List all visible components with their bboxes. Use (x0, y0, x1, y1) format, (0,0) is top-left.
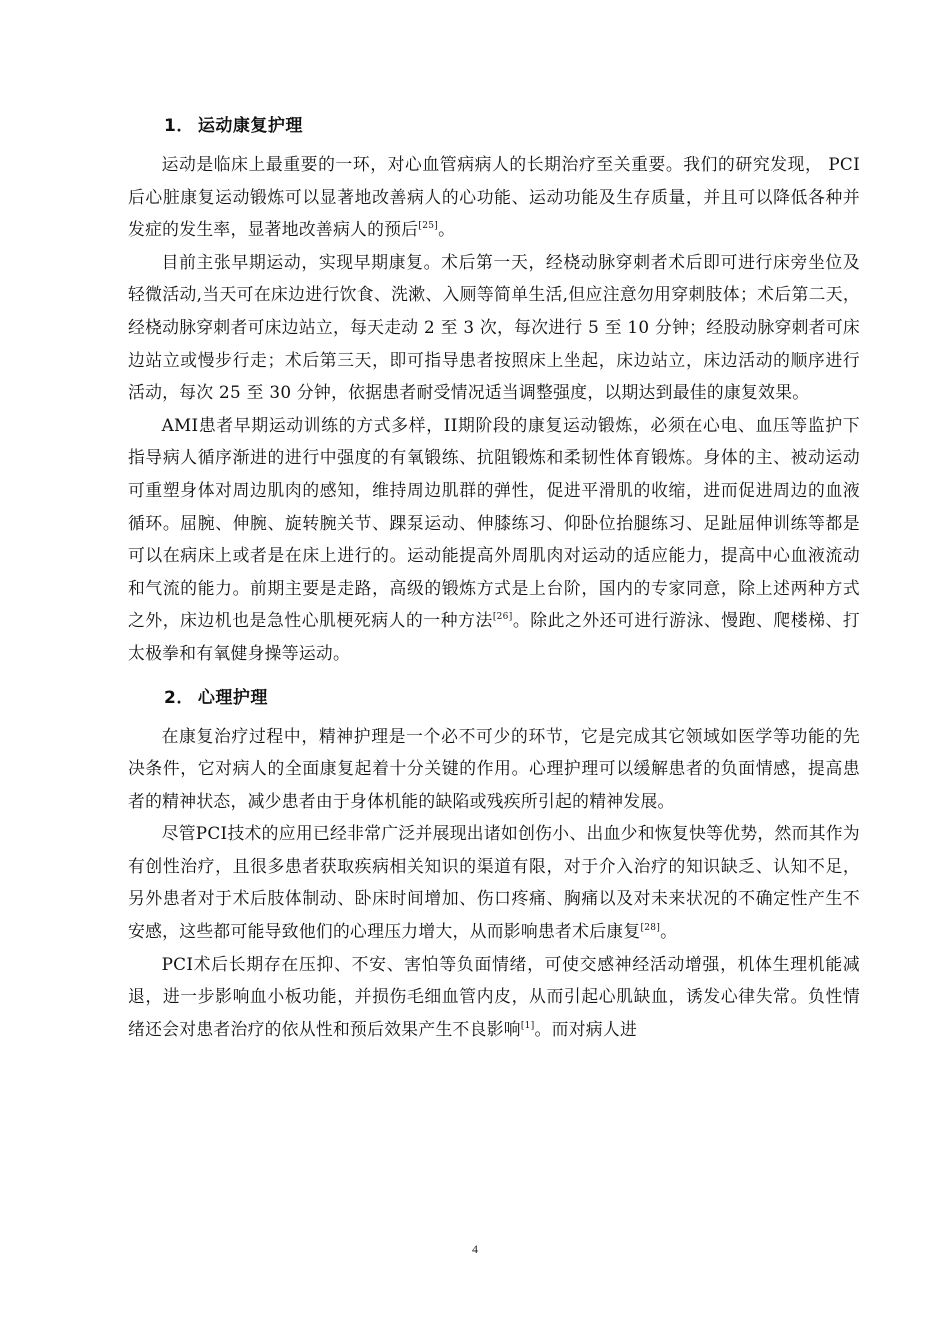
page-number: 4 (472, 1242, 478, 1256)
paragraph-text: 运动是临床上最重要的一环，对心血管病病人的长期治疗至关重要。我们的研究发现， PCI后心脏康复运动锻炼可以显著地改善病人的心功能、运动功能及生存质量，并且可以降低各种并发症的发生率，显著地改善病人的预后 (128, 154, 860, 240)
citation: [28] (640, 923, 661, 934)
paragraph (128, 246, 860, 409)
citation: [26] (492, 612, 513, 623)
paragraph-text: 尽管PCI技术的应用已经非常广泛并展现出诸如创伤小、出血少和恢复快等优势，然而其作为有创性治疗，且很多患者获取疾病相关知识的渠道有限，对于介入治疗的知识缺乏、认知不足，另外患者对于术后肢体制动、卧床时间增加、伤口疼痛、胸痛以及对未来状况的不确定性产生不安感，这些都可能导致他们的心理压力增大，从而影响患者术后康复 (128, 823, 860, 942)
paragraph (128, 720, 860, 818)
paragraph (128, 948, 860, 1046)
paragraph-text: AMI患者早期运动训练的方式多样，II期阶段的康复运动锻炼，必须在心电、血压等监护下指导病人循序渐进的进行中强度的有氧锻练、抗阻锻炼和柔韧性体育锻炼。身体的主、被动运动可重塑身体对周边肌肉的感知，维持周边肌群的弹性，促进平滑肌的收缩，进而促进周边的血液循环。屈腕、伸腕、旋转腕关节、踝泵运动、伸膝练习、仰卧位抬腿练习、足趾屈伸训练等都是可以在病床上或者是在床上进行的。运动能提高外周肌肉对运动的适应能力，提高中心血液流动和气流的能力。前期主要是走路，高级的锻炼方式是上台阶，国内的专家同意，除上述两种方式之外，床边机也是急性心肌梗死病人的一种方法 (128, 414, 860, 631)
section-heading-1 (164, 112, 860, 140)
section-title: 心理护理 (197, 687, 268, 708)
paragraph-tail: 。 (438, 219, 456, 240)
paragraph-tail: 。 (660, 921, 678, 942)
section-title: 运动康复护理 (197, 116, 303, 136)
paragraph-text: 在康复治疗过程中，精神护理是一个必不可少的环节，它是完成其它领域如医学等功能的先决条件，它对病人的全面康复起着十分关键的作用。心理护理可以缓解患者的负面情感，提高患者的精神状态，减少患者由于身体机能的缺陷或残疾所引起的精神发展。 (128, 725, 860, 811)
document-body (128, 112, 860, 1045)
paragraph-tail: 。除此之外还可进行游泳、慢跑、爬楼梯、打太极拳和有氧健身操等运动。 (128, 610, 860, 663)
paragraph (128, 409, 860, 670)
section-number: 1． (164, 116, 194, 136)
paragraph-text: PCI术后长期存在压抑、不安、害怕等负面情绪，可使交感神经活动增强，机体生理机能减退，进一步影响血小板功能，并损伤毛细血管内皮，从而引起心肌缺血，诱发心律失常。负性情绪还会对患者治疗的依从性和预后效果产生不良影响 (128, 953, 860, 1039)
section-number: 2． (164, 687, 194, 708)
citation: [25] (418, 221, 439, 232)
paragraph-text: 目前主张早期运动，实现早期康复。术后第一天，经桡动脉穿刺者术后即可进行床旁坐位及轻微活动,当天可在床边进行饮食、洗漱、入厕等简单生活,但应注意勿用穿刺肢体；术后第二天，经桡动脉穿刺者可床边站立，每天走动 2 至 3 次，每次进行 5 至 10 分钟；经股动脉穿刺者可床边站立或慢步行走；术后第三天，即可指导患者按照床上坐起，床边站立，床边活动的顺序进行活动，每次 25 至 30 分钟，依据患者耐受情况适当调整强度，以期达到最佳的康复效果。 (128, 251, 860, 403)
paragraph (128, 148, 860, 246)
paragraph (128, 817, 860, 947)
paragraph-tail: 。而对病人进 (534, 1018, 638, 1039)
citation: [1] (520, 1020, 535, 1031)
section-heading-2 (164, 684, 860, 712)
